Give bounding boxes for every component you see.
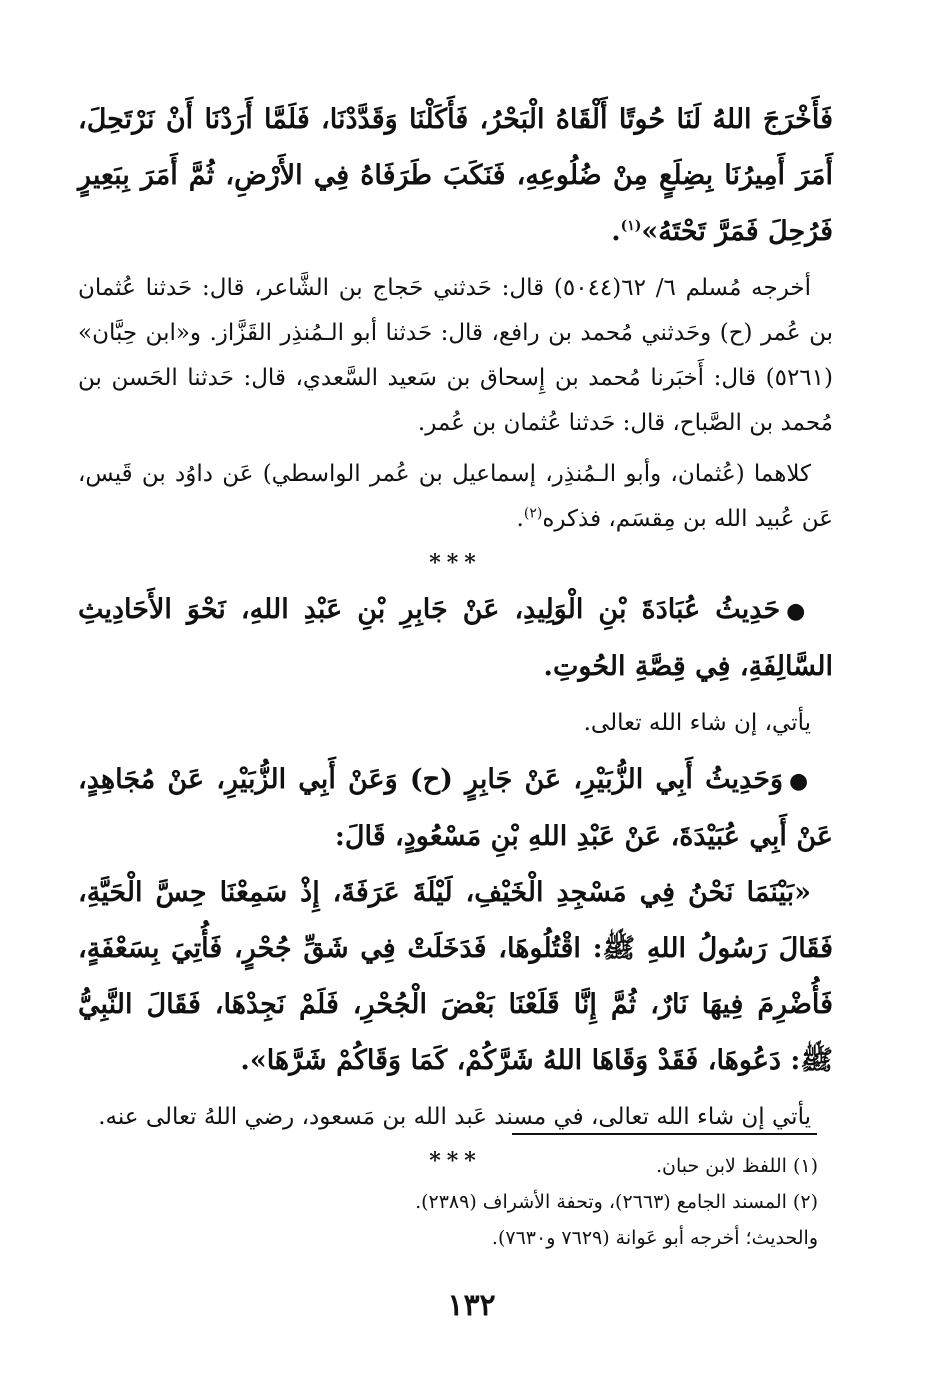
footnote-2: (٢) المسند الجامع (٢٦٦٣)، وتحفة الأشراف (٢٣٨٩). <box>415 1191 818 1213</box>
footnote-ref-2: (٢) <box>523 505 543 522</box>
hadith-heading-abu-zubayr: ●وَحَدِيثُ أَبِي الزُّبَيْرِ، عَنْ جَابِرٍ (ح) وَعَنْ أَبِي الزُّبَيْرِ، عَنْ مُجَاهِدٍ، عَنْ أَبِي عُبَيْدَةَ، عَنْ عَبْدِ اللهِ بْنِ مَسْعُودٍ، قَالَ: <box>78 764 833 852</box>
bullet-icon: ● <box>786 598 812 624</box>
note-will-come: يأتي، إن شاء الله تعالى. <box>583 710 811 736</box>
footnote-divider <box>512 1133 817 1135</box>
takhrij-paragraph: أخرجه مُسلم ٦/ ٦٢(٥٠٤٤) قال: حَدثني حَجاج بن الشَّاعر، قال: حَدثنا عُثمان بن عُمر (ح) وحَدثني مُحمد بن رافع، قال: حَدثنا أبو الـمُنذِر القَزَّاز. و«ابن حِبَّان» (٥٢٦١) قال: أَخبَرنا مُحمد بن إِسحاق بن سَعيد السَّعدي، قال: حَدثنا الحَسن بن مُحمد بن الصَّباح، قال: حَدثنا عُثمان بن عُمر. <box>78 275 833 436</box>
footnote-ref-1: (١) <box>620 218 642 234</box>
footnote-1: (١) اللفظ لابن حبان. <box>655 1155 818 1177</box>
hadith-heading-ubada: ●حَدِيثُ عُبَادَةَ بْنِ الْوَلِيدِ، عَنْ جَابِرِ بْنِ عَبْدِ اللهِ، نَحْوَ الأَحَادِيثِ السَّالِفَةِ، فِي قِصَّةِ الحُوتِ. <box>78 594 833 682</box>
note-musnad-ibn-masud: يأتي إن شاء الله تعالى، في مسند عَبد الله بن مَسعود، رضي اللهُ تعالى عنه. <box>98 1104 811 1130</box>
hadith-text-snake: «بَيْنَمَا نَحْنُ فِي مَسْجِدِ الْخَيْفِ، لَيْلَةَ عَرَفَةَ، إِذْ سَمِعْنَا حِسَّ الْحَيَّةِ، فَقَالَ رَسُولُ اللهِ ﷺ: اقْتُلُوهَا، فَدَخَلَتْ فِي شَقِّ جُحْرٍ، فَأُتِيَ بِسَعْفَةٍ، فَأُضْرِمَ فِيهَا نَارٌ، ثُمَّ إِنَّا قَلَعْنَا بَعْضَ الْجُحْرِ، فَلَمْ نَجِدْهَا، فَقَالَ النَّبِيُّ ﷺ: دَعُوهَا، فَقَدْ وَقَاهَا اللهُ شَرَّكُمْ، كَمَا وَقَاكُمْ شَرَّهَا». <box>78 877 833 1076</box>
section-separator: *** <box>429 550 482 576</box>
hadith-text-continuation: فَأَخْرَجَ اللهُ لَنَا حُوتًا أَلْقَاهُ الْبَحْرُ، فَأَكَلْنَا وَقَدَّدْنَا، فَلَمَّا أَرَدْنَا أَنْ نَرْتَحِلَ، أَمَرَ أَمِيرُنَا بِضِلَعٍ مِنْ ضُلُوعِهِ، فَنَكَبَ طَرَفَاهُ فِي الأَرْضِ، ثُمَّ أَمَرَ بِبَعِيرٍ فَرُحِلَ فَمَرَّ تَحْتَهُ»$^{(١)}$. <box>78 104 833 247</box>
page-number: ١٣٢ <box>447 1288 496 1323</box>
footnotes <box>78 1148 818 1256</box>
isnad-summary-paragraph: كلاهما (عُثمان، وأبو الـمُنذِر، إسماعيل بن عُمر الواسطي) عَن داوُد بن قَيس، عَن عُبيد الله بن مِقسَم، فذكره$^{(٢)}$. <box>78 461 833 532</box>
main-text <box>78 92 833 1178</box>
footnote-2-continuation: والحديث؛ أخرجه أبو عَوانة (٧٦٢٩ و٧٦٣٠). <box>491 1227 818 1249</box>
bullet-icon: ● <box>789 768 811 794</box>
section-separator: *** <box>429 1148 482 1174</box>
